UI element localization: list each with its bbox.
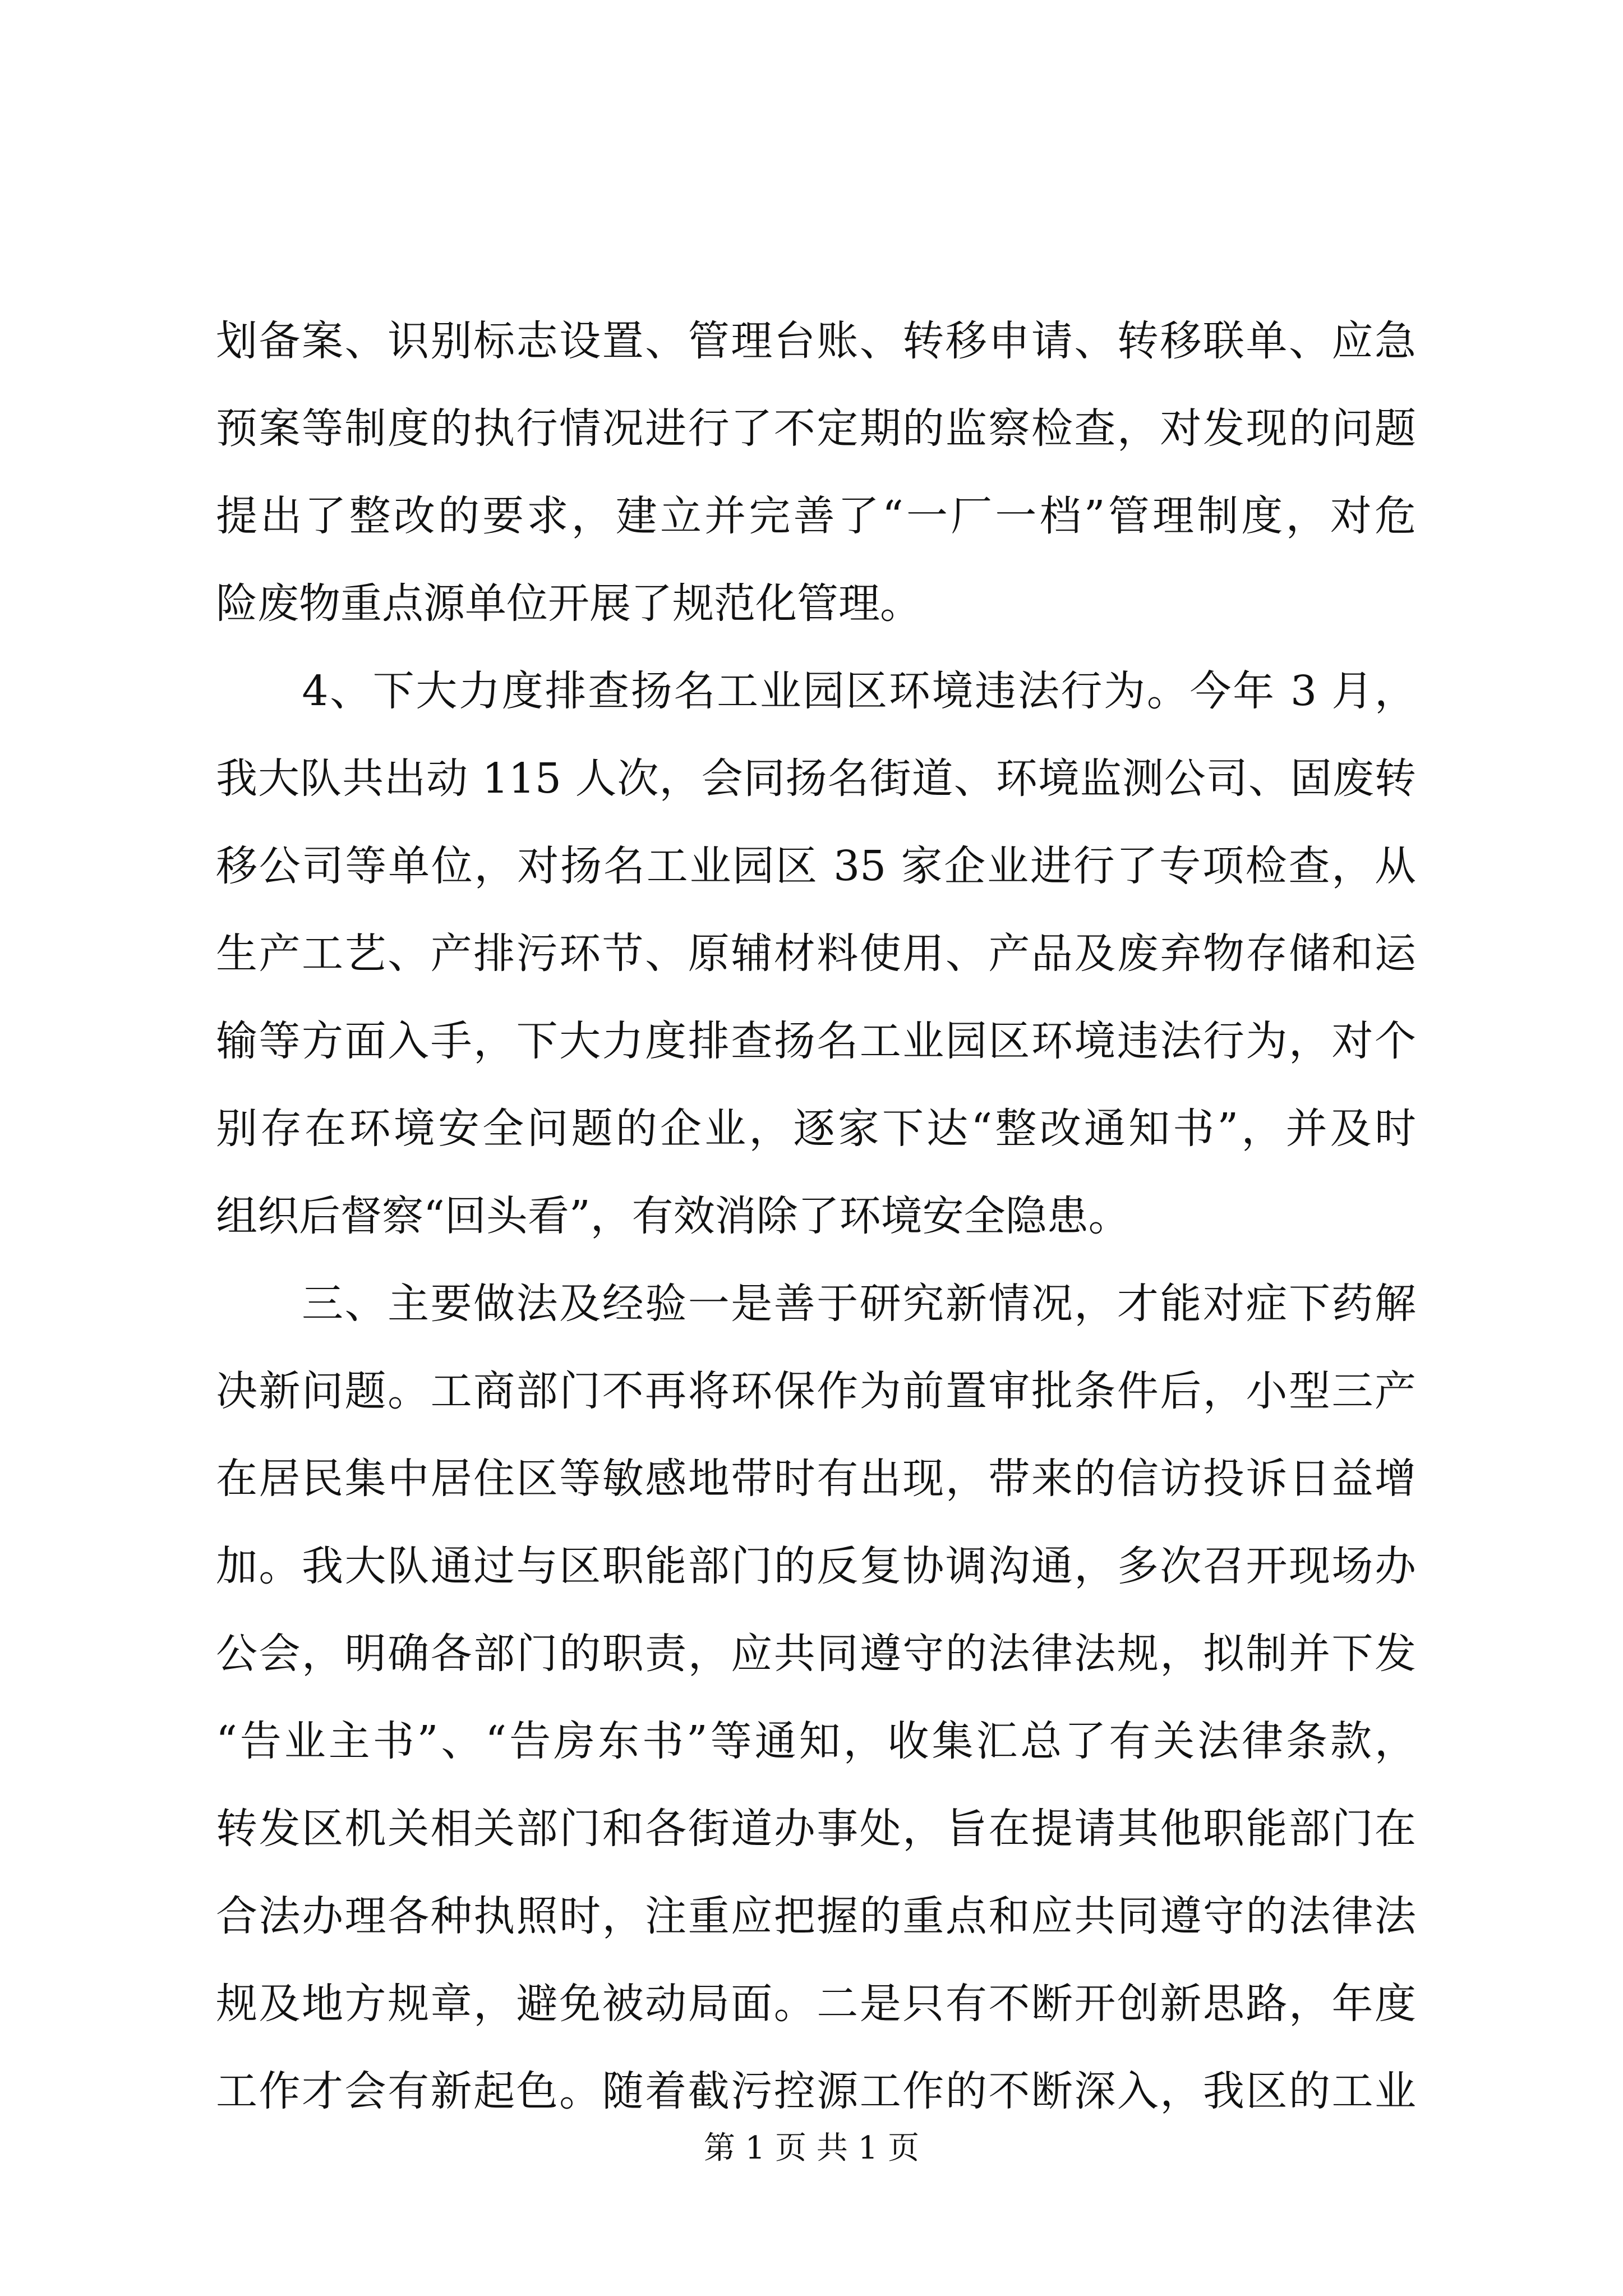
text-line: 三、主要做法及经验一是善于研究新情况，才能对症下药解 [216,1280,1416,1328]
text-line: 险废物重点源单位开展了规范化管理。 [216,579,921,628]
body-text [216,297,1416,2135]
text-line: “告业主书”、“告房东书”等通知，收集汇总了有关法律条款， [216,1717,1416,1765]
text-line: 生产工艺、产排污环节、原辅材料使用、产品及废弃物存储和运 [216,930,1416,978]
text-line: 决新问题。工商部门不再将环保作为前置审批条件后，小型三产 [216,1367,1416,1415]
text-line: 加。我大队通过与区职能部门的反复协调沟通，多次召开现场办 [216,1542,1416,1590]
page-footer: 第 1 页 共 1 页 [703,2130,920,2166]
text-line: 工作才会有新起色。随着截污控源工作的不断深入，我区的工业 [216,2067,1416,2115]
text-line: 输等方面入手，下大力度排查扬名工业园区环境违法行为，对个 [216,1017,1416,1065]
text-line: 划备案、识别标志设置、管理台账、转移申请、转移联单、应急 [216,317,1416,365]
text-line: 别存在环境安全问题的企业，逐家下达“整改通知书”，并及时 [216,1105,1416,1153]
text-line: 预案等制度的执行情况进行了不定期的监察检查，对发现的问题 [216,404,1416,453]
text-line: 我大队共出动 115 人次，会同扬名街道、环境监测公司、固废转 [216,754,1416,803]
text-line: 在居民集中居住区等敏感地带时有出现，带来的信访投诉日益增 [216,1455,1416,1503]
text-line: 规及地方规章，避免被动局面。二是只有不断开创新思路，年度 [216,1980,1416,2028]
text-line: 4、下大力度排查扬名工业园区环境违法行为。今年 3 月， [216,667,1416,715]
text-line: 转发区机关相关部门和各街道办事处，旨在提请其他职能部门在 [216,1805,1416,1853]
text-line: 提出了整改的要求，建立并完善了“一厂一档”管理制度，对危 [216,492,1416,540]
text-line: 合法办理各种执照时，注重应把握的重点和应共同遵守的法律法 [216,1892,1416,1940]
text-line: 移公司等单位，对扬名工业园区 35 家企业进行了专项检查，从 [216,842,1416,890]
text-line: 公会，明确各部门的职责，应共同遵守的法律法规，拟制并下发 [216,1630,1416,1678]
text-line: 组织后督察“回头看”，有效消除了环境安全隐患。 [216,1192,1130,1240]
